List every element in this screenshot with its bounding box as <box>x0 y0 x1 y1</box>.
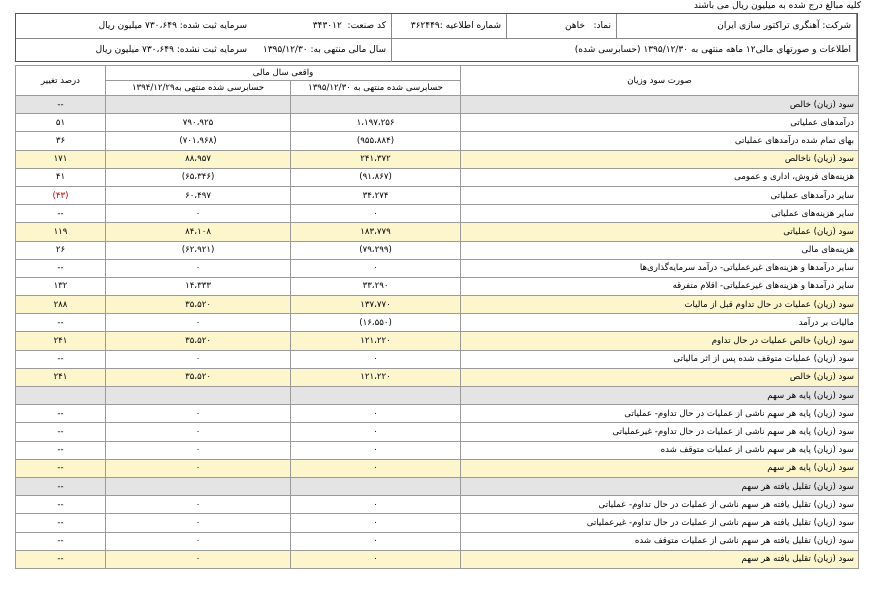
row-label: سود (زیان) تقلیل یافته هر سهم ناشی از عملیات متوقف شده <box>461 532 859 550</box>
table-row <box>16 332 859 350</box>
company-label: شرکت: <box>822 21 851 31</box>
change-percent: ۱۱۹ <box>16 223 106 241</box>
previous-value: ۰ <box>106 459 291 477</box>
change-percent: ۱۳۲ <box>16 277 106 295</box>
current-value: ۱۲۱،۲۲۰ <box>291 368 461 386</box>
change-percent: ۲۶ <box>16 241 106 259</box>
change-percent: ۱۷۱ <box>16 150 106 168</box>
info-row-1 <box>16 14 857 39</box>
change-percent: -- <box>16 259 106 277</box>
table-row <box>16 96 859 114</box>
unregistered-capital-cell <box>14 38 252 62</box>
change-percent: -- <box>16 514 106 532</box>
current-value: (۹۵۵،۸۸۴) <box>291 132 461 150</box>
current-value: ۲۴۱،۳۷۲ <box>291 150 461 168</box>
table-row <box>16 205 859 223</box>
current-value: ۱۸۳،۷۷۹ <box>291 223 461 241</box>
current-value: ۱۲۱،۲۲۰ <box>291 332 461 350</box>
current-value <box>291 477 461 495</box>
current-value: ۰ <box>291 259 461 277</box>
table-row <box>16 550 859 568</box>
notice-cell <box>392 14 507 38</box>
row-label: سود (زیان) تقلیل یافته هر سهم <box>461 477 859 495</box>
fiscal-year-end: ۱۳۹۵/۱۲/۳۰ <box>262 45 308 55</box>
row-label: سود (زیان) عملیاتی <box>461 223 859 241</box>
current-value: ۰ <box>291 550 461 568</box>
current-value: ۰ <box>291 350 461 368</box>
table-row <box>16 477 859 495</box>
row-label: سایر هزینه‌های عملیاتی <box>461 205 859 223</box>
previous-value: ۰ <box>106 514 291 532</box>
current-value: ۰ <box>291 423 461 441</box>
current-value: ۰ <box>291 532 461 550</box>
table-body <box>16 96 859 569</box>
change-percent: ۲۸۸ <box>16 296 106 314</box>
row-label: سود (زیان) ناخالص <box>461 150 859 168</box>
table-row <box>16 514 859 532</box>
row-label: سایر درآمدها و هزینه‌های غیرعملیاتی- درآمد سرمایه‌گذاری‌ها <box>461 259 859 277</box>
income-statement-table <box>15 65 859 569</box>
row-label: سود (زیان) عملیات در حال تداوم قبل از مالیات <box>461 296 859 314</box>
previous-value <box>106 477 291 495</box>
change-percent: (۴۳) <box>16 186 106 204</box>
statement-description: اطلاعات و صورتهای مالی۱۲ ماهه منتهی به ۱۳۹۵/۱۲/۳۰ (حسابرسی شده) <box>574 45 851 55</box>
previous-value: ۰ <box>106 314 291 332</box>
company-info-box <box>15 13 858 62</box>
current-value: (۹۱،۸۶۷) <box>291 168 461 186</box>
amounts-note: کلیه مبالغ درج شده به میلیون ریال می باشند <box>693 1 861 11</box>
previous-value: ۰ <box>106 496 291 514</box>
table-row <box>16 387 859 405</box>
row-label: درآمدهای عملیاتی <box>461 114 859 132</box>
previous-value: ۸۸،۹۵۷ <box>106 150 291 168</box>
symbol-label: نماد: <box>593 21 611 31</box>
table-row <box>16 441 859 459</box>
symbol-value: خاهن <box>565 21 585 31</box>
previous-value: ۰ <box>106 532 291 550</box>
current-value: ۳۳،۲۹۰ <box>291 277 461 295</box>
description-cell <box>392 38 857 62</box>
previous-value: ۳۵،۵۲۰ <box>106 368 291 386</box>
row-label: هزینه‌های مالی <box>461 241 859 259</box>
change-percent: ۲۴۱ <box>16 368 106 386</box>
change-percent: -- <box>16 423 106 441</box>
row-label: بهای تمام شده درآمدهای عملیاتی <box>461 132 859 150</box>
company-name: آهنگری تراکتور سازی ایران <box>717 21 820 31</box>
unregistered-capital-value: ۷۳۰،۶۴۹ میلیون ریال <box>95 45 174 55</box>
previous-value: ۸۴،۱۰۸ <box>106 223 291 241</box>
row-label: سود (زیان) پایه هر سهم ناشی از عملیات در حال تداوم- غیرعملیاتی <box>461 423 859 441</box>
row-label: سایر درآمدها و هزینه‌های غیرعملیاتی- اقلام متفرقه <box>461 277 859 295</box>
table-row <box>16 168 859 186</box>
row-label: سود (زیان) پایه هر سهم ناشی از عملیات متوقف شده <box>461 441 859 459</box>
col-header-group: واقعی سال مالی <box>106 66 461 81</box>
row-label: سود (زیان) پایه هر سهم <box>461 459 859 477</box>
table-row <box>16 314 859 332</box>
row-label: سود (زیان) خالص عملیات در حال تداوم <box>461 332 859 350</box>
table-row <box>16 150 859 168</box>
industry-code: ۳۴۳۰۱۲ <box>312 21 342 31</box>
change-percent: -- <box>16 532 106 550</box>
table-row <box>16 532 859 550</box>
current-value <box>291 96 461 114</box>
previous-value: ۰ <box>106 350 291 368</box>
current-value: ۰ <box>291 459 461 477</box>
previous-value: ۰ <box>106 550 291 568</box>
previous-value: ۰ <box>106 405 291 423</box>
table-row <box>16 296 859 314</box>
table-row <box>16 241 859 259</box>
col-header-title: صورت سود وزیان <box>461 66 859 96</box>
table-row <box>16 496 859 514</box>
industry-label: کد صنعت: <box>347 21 386 31</box>
table-row <box>16 114 859 132</box>
current-value: ۱۳۷،۷۷۰ <box>291 296 461 314</box>
row-label: سایر درآمدهای عملیاتی <box>461 186 859 204</box>
current-value <box>291 387 461 405</box>
previous-value: (۷۰۱،۹۶۸) <box>106 132 291 150</box>
previous-value: ۳۵،۵۲۰ <box>106 332 291 350</box>
registered-capital-label: سرمایه ثبت شده: <box>179 21 247 31</box>
info-row-2 <box>16 38 857 62</box>
table-row <box>16 259 859 277</box>
row-label: سود (زیان) پایه هر سهم ناشی از عملیات در حال تداوم- عملیاتی <box>461 405 859 423</box>
change-percent: -- <box>16 96 106 114</box>
registered-capital-cell <box>14 14 252 38</box>
change-percent: ۲۴۱ <box>16 332 106 350</box>
current-value: ۱،۱۹۷،۲۵۶ <box>291 114 461 132</box>
current-value: ۰ <box>291 441 461 459</box>
change-percent: -- <box>16 405 106 423</box>
change-percent: -- <box>16 496 106 514</box>
fiscal-year-label: سال مالی منتهی به: <box>310 45 386 55</box>
current-value: ۳۴،۲۷۴ <box>291 186 461 204</box>
table-row <box>16 132 859 150</box>
row-label: سود (زیان) خالص <box>461 368 859 386</box>
change-percent <box>16 387 106 405</box>
row-label: مالیات بر درآمد <box>461 314 859 332</box>
table-row <box>16 459 859 477</box>
current-value: ۰ <box>291 205 461 223</box>
unregistered-capital-label: سرمایه ثبت نشده: <box>176 45 247 55</box>
change-percent: -- <box>16 314 106 332</box>
change-percent: -- <box>16 477 106 495</box>
previous-value <box>106 387 291 405</box>
current-value: (۷۹،۲۹۹) <box>291 241 461 259</box>
previous-value: ۰ <box>106 259 291 277</box>
change-percent: -- <box>16 205 106 223</box>
fiscal-year-cell <box>252 38 392 62</box>
previous-value: ۱۴،۳۳۳ <box>106 277 291 295</box>
row-label: سود (زیان) تقلیل یافته هر سهم <box>461 550 859 568</box>
previous-value: ۷۹۰،۹۲۵ <box>106 114 291 132</box>
change-percent: -- <box>16 441 106 459</box>
current-value: (۱۶،۵۵۰) <box>291 314 461 332</box>
change-percent: -- <box>16 550 106 568</box>
table-row <box>16 223 859 241</box>
row-label: سود (زیان) خالص <box>461 96 859 114</box>
previous-value: ۶۰،۴۹۷ <box>106 186 291 204</box>
previous-value <box>106 96 291 114</box>
table-row <box>16 186 859 204</box>
symbol-cell <box>507 14 617 38</box>
row-label: سود (زیان) تقلیل یافته هر سهم ناشی از عملیات در حال تداوم- عملیاتی <box>461 496 859 514</box>
previous-value: ۰ <box>106 423 291 441</box>
row-label: سود (زیان) تقلیل یافته هر سهم ناشی از عملیات در حال تداوم- غیرعملیاتی <box>461 514 859 532</box>
col-header-previous: حسابرسی شده منتهی به۱۳۹۴/۱۲/۲۹ <box>106 81 291 96</box>
previous-value: ۳۵،۵۲۰ <box>106 296 291 314</box>
previous-value: (۶۲،۹۲۱) <box>106 241 291 259</box>
change-percent: -- <box>16 350 106 368</box>
change-percent: ۳۶ <box>16 132 106 150</box>
previous-value: (۶۵،۳۴۶) <box>106 168 291 186</box>
company-cell <box>617 14 857 38</box>
change-percent: ۵۱ <box>16 114 106 132</box>
row-label: سود (زیان) پایه هر سهم <box>461 387 859 405</box>
notice-number: ۳۶۲۴۴۹ <box>410 21 440 31</box>
table-row <box>16 405 859 423</box>
col-header-current: حسابرسی شده منتهی به ۱۳۹۵/۱۲/۳۰ <box>291 81 461 96</box>
table-row <box>16 277 859 295</box>
change-percent: ۴۱ <box>16 168 106 186</box>
table-row <box>16 350 859 368</box>
current-value: ۰ <box>291 514 461 532</box>
notice-label: شماره اطلاعیه : <box>439 21 501 31</box>
previous-value: ۰ <box>106 441 291 459</box>
row-label: سود (زیان) عملیات متوقف شده پس از اثر مالیاتی <box>461 350 859 368</box>
current-value: ۰ <box>291 496 461 514</box>
current-value: ۰ <box>291 405 461 423</box>
previous-value: ۰ <box>106 205 291 223</box>
change-percent: -- <box>16 459 106 477</box>
row-label: هزینه‌های فروش، اداری و عمومی <box>461 168 859 186</box>
table-row <box>16 423 859 441</box>
col-header-change: درصد تغییر <box>16 66 106 96</box>
table-row <box>16 368 859 386</box>
registered-capital-value: ۷۳۰،۶۴۹ میلیون ریال <box>98 21 177 31</box>
industry-cell <box>252 14 392 38</box>
